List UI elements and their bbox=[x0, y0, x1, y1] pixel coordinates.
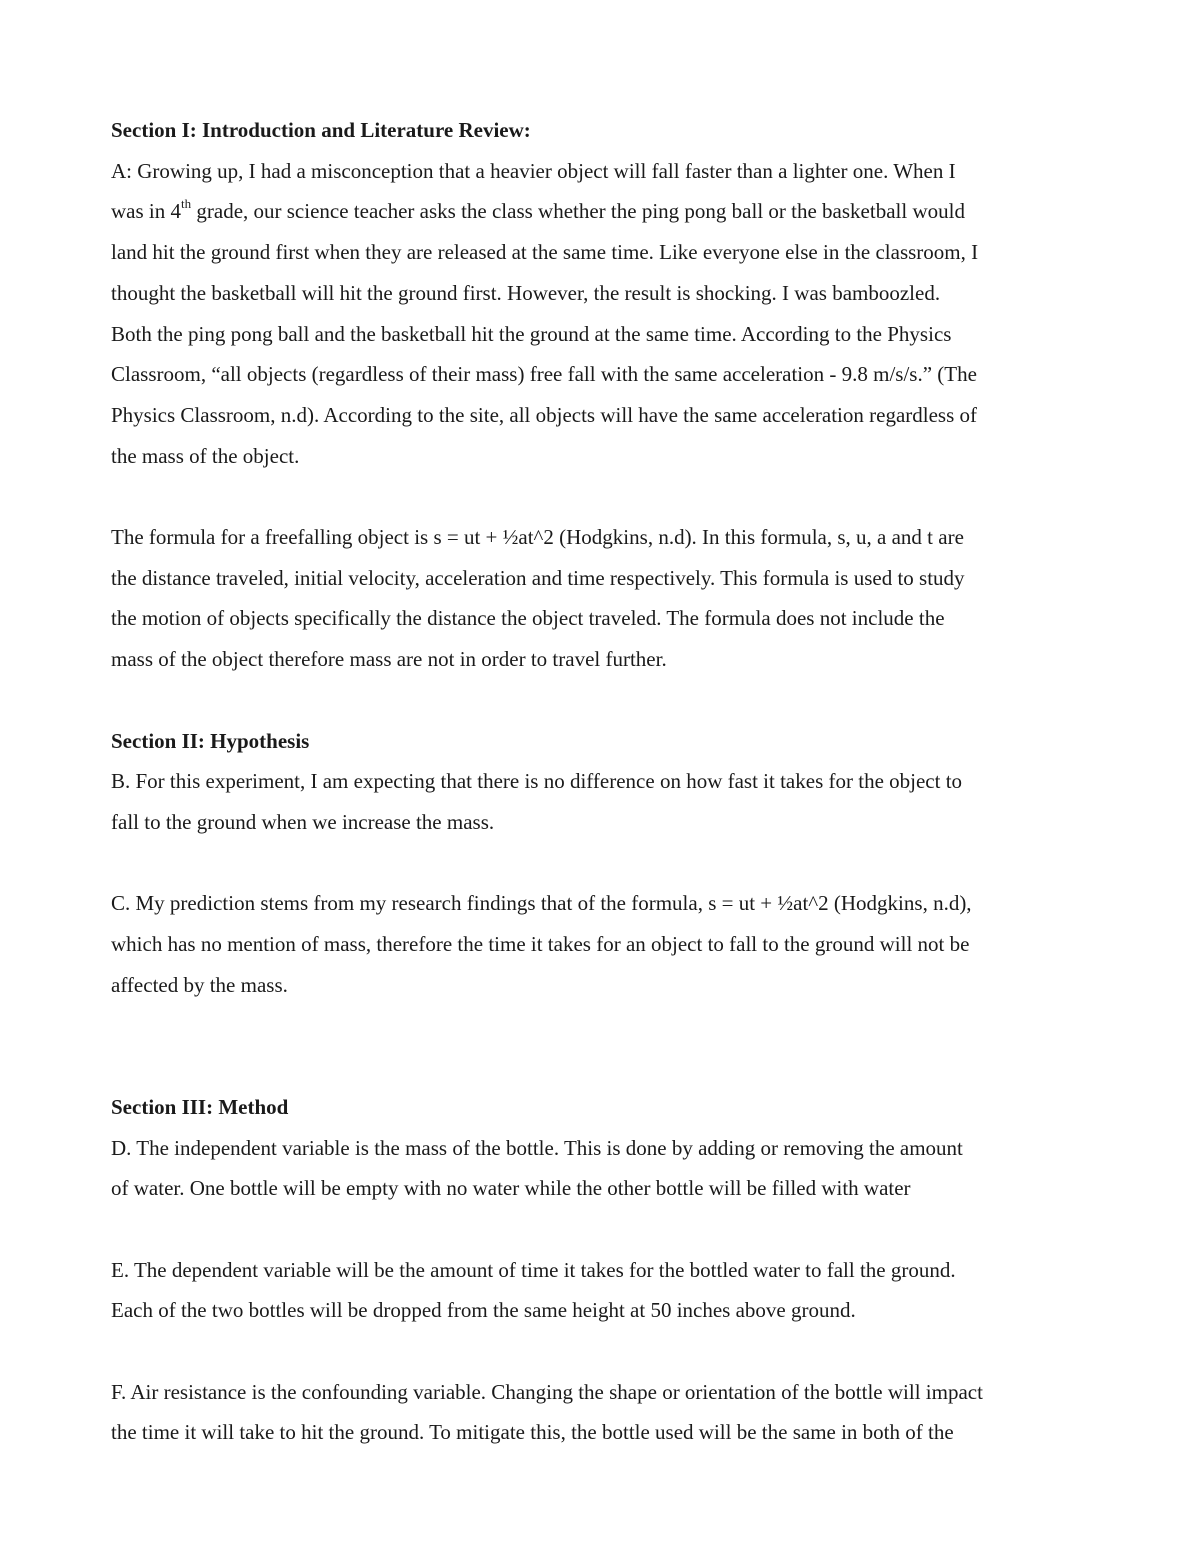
paragraph-formula-line: mass of the object therefore mass are not in order to travel further. bbox=[111, 647, 667, 672]
paragraph-d-line: of water. One bottle will be empty with no water while the other bottle will be filled with water bbox=[111, 1176, 911, 1201]
blank-line bbox=[111, 476, 1101, 517]
paragraph-c-line: which has no mention of mass, therefore the time it takes for an object to fall to the ground will not be bbox=[111, 932, 970, 957]
document-page bbox=[111, 110, 1101, 1453]
paragraph-a-line bbox=[111, 191, 1101, 232]
paragraph-a-line: land hit the ground first when they are released at the same time. Like everyone else in the classroom, I bbox=[111, 240, 979, 265]
paragraph-b-line: fall to the ground when we increase the mass. bbox=[111, 809, 495, 834]
paragraph-a-line: Both the ping pong ball and the basketball hit the ground at the same time. According to the Physics bbox=[111, 321, 952, 346]
paragraph-f-line: the time it will take to hit the ground. To mitigate this, the bottle used will be the same in both of the bbox=[111, 1420, 954, 1445]
paragraph-c-line: affected by the mass. bbox=[111, 972, 288, 997]
section-1-heading: Section I: Introduction and Literature Review: bbox=[111, 118, 531, 142]
paragraph-a bbox=[111, 151, 1101, 477]
paragraph-f bbox=[111, 1372, 1101, 1453]
paragraph-a-line-text: was in 4 bbox=[111, 199, 181, 224]
paragraph-a-line: thought the basketball will hit the ground first. However, the result is shocking. I was bamboozled. bbox=[111, 280, 941, 305]
paragraph-b bbox=[111, 761, 1101, 842]
paragraph-a-line: Physics Classroom, n.d). According to the site, all objects will have the same acceleration regardless of bbox=[111, 402, 978, 427]
blank-line bbox=[111, 680, 1101, 721]
ordinal-superscript: th bbox=[181, 196, 192, 212]
paragraph-formula-line: the motion of objects specifically the distance the object traveled. The formula does not include the bbox=[111, 606, 945, 631]
paragraph-d bbox=[111, 1128, 1101, 1209]
paragraph-a-line-text: grade, our science teacher asks the class whether the ping pong ball or the basketball would bbox=[191, 199, 965, 224]
section-2-heading: Section II: Hypothesis bbox=[111, 728, 310, 753]
paragraph-b-line: B. For this experiment, I am expecting that there is no difference on how fast it takes for the object to bbox=[111, 769, 963, 794]
paragraph-formula-line: The formula for a freefalling object is s = ut + ½at^2 (Hodgkins, n.d). In this formula, s, u, a and t are bbox=[111, 525, 964, 550]
paragraph-e-line: Each of the two bottles will be dropped from the same height at 50 inches above ground. bbox=[111, 1298, 856, 1323]
paragraph-e bbox=[111, 1250, 1101, 1331]
paragraph-c bbox=[111, 883, 1101, 1005]
section-3-heading: Section III: Method bbox=[111, 1094, 289, 1119]
paragraph-f-line: F. Air resistance is the confounding variable. Changing the shape or orientation of the bottle will impact bbox=[111, 1379, 983, 1404]
blank-line bbox=[111, 1005, 1101, 1086]
paragraph-e-line: E. The dependent variable will be the amount of time it takes for the bottled water to fall the ground. bbox=[111, 1257, 956, 1282]
paragraph-a-line: A: Growing up, I had a misconception that a heavier object will fall faster than a lighter one. When I bbox=[111, 158, 956, 183]
paragraph-formula-line: the distance traveled, initial velocity, acceleration and time respectively. This formula is used to study bbox=[111, 565, 965, 590]
blank-line bbox=[111, 843, 1101, 884]
paragraph-a-line: the mass of the object. bbox=[111, 443, 300, 468]
paragraph-a-line: Classroom, “all objects (regardless of their mass) free fall with the same acceleration - 9.8 m/s/s.” (The bbox=[111, 362, 977, 387]
paragraph-c-line: C. My prediction stems from my research findings that of the formula, s = ut + ½at^2 (Hodgkins, n.d), bbox=[111, 891, 972, 916]
paragraph-d-line: D. The independent variable is the mass of the bottle. This is done by adding or removing the amount bbox=[111, 1135, 963, 1160]
blank-line bbox=[111, 1331, 1101, 1372]
blank-line bbox=[111, 1209, 1101, 1250]
paragraph-formula bbox=[111, 517, 1101, 680]
